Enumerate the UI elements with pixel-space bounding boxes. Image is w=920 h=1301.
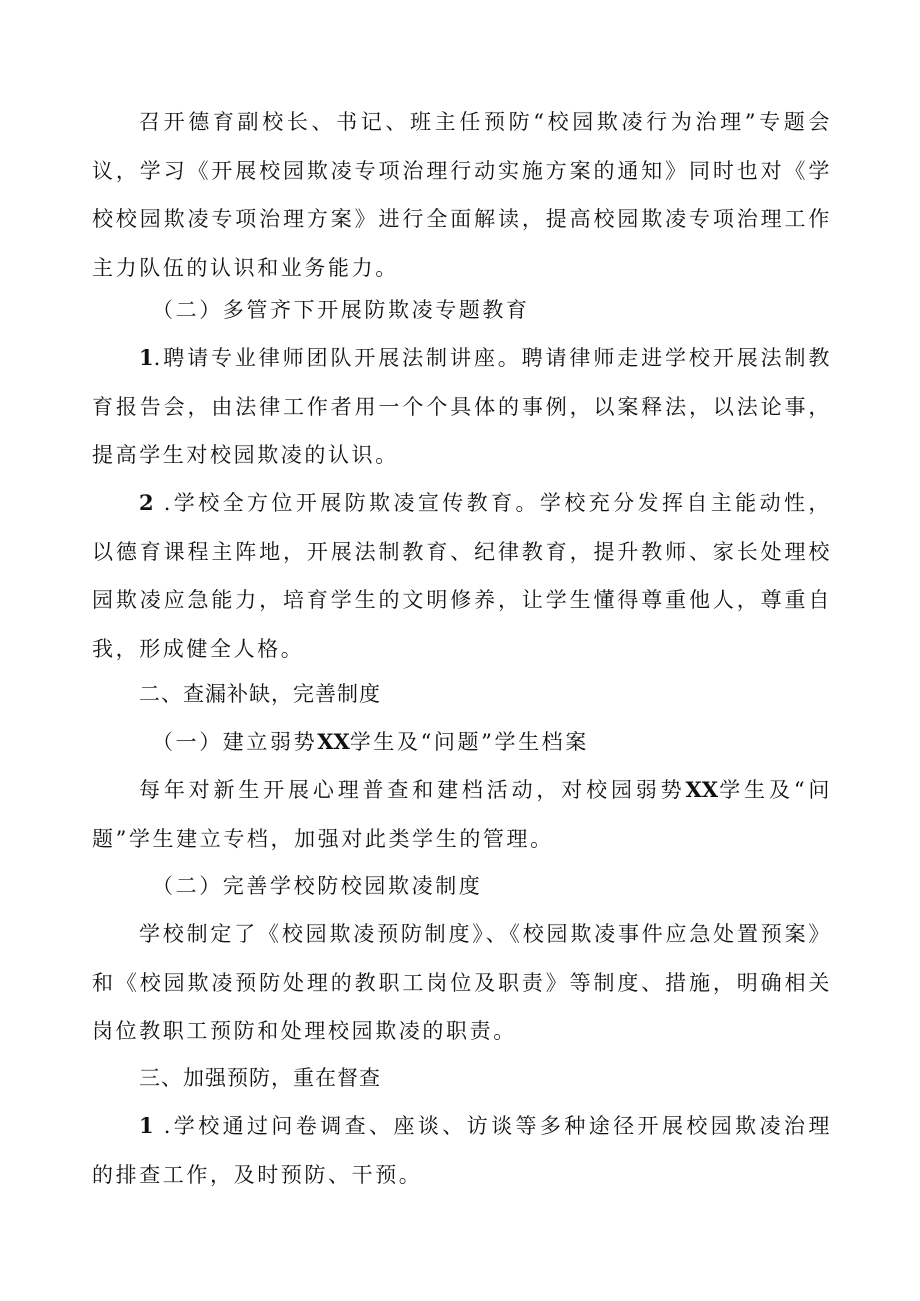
item-number-2: 2 [139, 490, 154, 515]
section-heading-3-text: 三、加强预防，重在督查 [139, 1066, 381, 1090]
paragraph-archive-text-a: 每年对新生开展心理普查和建档活动，对校园弱势 [139, 778, 686, 802]
subheading-system [152, 862, 832, 911]
section-heading-3 [139, 1054, 832, 1103]
paragraph-archive-text-b: 学生及“问题”学生建立专档，加强对此类学生的管理。 [92, 778, 832, 851]
subheading-archive-text-a: （一）建立弱势 [152, 730, 318, 754]
subheading-system-text: （二）完善学校防校园欺凌制度 [152, 874, 483, 898]
paragraph-item-survey-text: .学校通过问卷调查、座谈、访谈等多种途径开展校园欺凌治理的排查工作，及时预防、干预。 [92, 1114, 832, 1187]
paragraph-archive [92, 766, 832, 863]
paragraph-item-lawyer [92, 334, 832, 480]
subheading-archive-text-b: 学生及“问题”学生档案 [349, 730, 589, 754]
paragraph-item-lawyer-text: .聘请专业律师团队开展法制讲座。聘请律师走进学校开展法制教育报告会，由法律工作者用一个个具体的事例，以案释法，以法论事，提高学生对校园欺凌的认识。 [92, 346, 832, 467]
subheading-education [152, 286, 832, 335]
paragraph-meeting [92, 98, 832, 292]
paragraph-item-survey [92, 1102, 832, 1199]
paragraph-system-text: 学校制定了《校园欺凌预防制度》、《校园欺凌事件应急处置预案》和《校园欺凌预防处理的教职工岗位及职责》等制度、措施，明确相关岗位教职工预防和处理校园欺凌的职责。 [92, 922, 832, 1043]
paragraph-archive-xx: XX [685, 777, 719, 802]
paragraph-meeting-text: 召开德育副校长、书记、班主任预防“校园欺凌行为治理”专题会议，学习《开展校园欺凌专项治理行动实施方案的通知》同时也对《学校校园欺凌专项治理方案》进行全面解读，提高校园欺凌专项治理工作主力队伍的认识和业务能力。 [92, 110, 832, 280]
item-number-1: 1 [139, 345, 154, 370]
subheading-archive-xx: XX [317, 729, 350, 754]
subheading-education-text: （二）多管齐下开展防欺凌专题教育 [152, 298, 530, 322]
paragraph-item-publicity [92, 479, 832, 673]
subheading-archive [152, 718, 832, 767]
paragraph-system [92, 910, 832, 1056]
item-number-3: 1 [139, 1113, 154, 1138]
paragraph-item-publicity-text: .学校全方位开展防欺凌宣传教育。学校充分发挥自主能动性，以德育课程主阵地，开展法制教育、纪律教育，提升教师、家长处理校园欺凌应急能力，培育学生的文明修养，让学生懂得尊重他人，尊重自我，形成健全人格。 [92, 491, 832, 661]
section-heading-2 [139, 670, 832, 719]
section-heading-2-text: 二、查漏补缺，完善制度 [139, 682, 381, 706]
